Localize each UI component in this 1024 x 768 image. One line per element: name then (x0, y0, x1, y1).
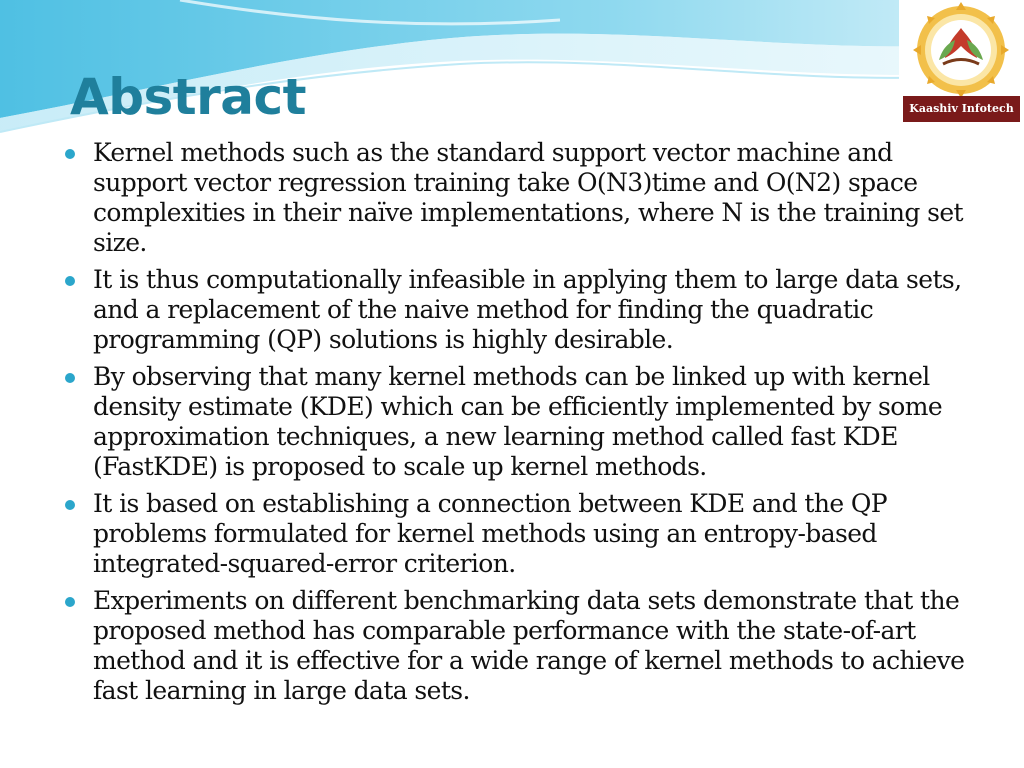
bullet-item (60, 265, 990, 355)
bullet-dot-icon (65, 276, 75, 286)
bullet-text: Kernel methods such as the standard support vector machine and support vector regression training take O(N3)time and O(N2) space complexities in their naïve implementations, where N is the training set size. (93, 138, 963, 257)
bullet-dot-icon (65, 373, 75, 383)
bullet-item (60, 362, 990, 482)
bullet-dot-icon (65, 149, 75, 159)
bullet-text: Experiments on different benchmarking data sets demonstrate that the proposed method has comparable performance with the state-of-art method and it is effective for a wide range of kernel methods to achieve fast learning in large data sets. (93, 586, 965, 705)
bullet-dot-icon (65, 597, 75, 607)
slide-title: Abstract (70, 68, 307, 126)
bullet-item (60, 489, 990, 579)
bullet-item (60, 586, 990, 706)
bullet-text: By observing that many kernel methods can be linked up with kernel density estimate (KDE) which can be efficiently implemented by some approximation techniques, a new learning method called fast KDE (FastKDE) is proposed to scale up kernel methods. (93, 362, 943, 481)
bullet-item (60, 138, 990, 258)
logo-emblem-icon (899, 0, 1024, 96)
logo-caption: Kaashiv Infotech (903, 96, 1020, 122)
bullet-dot-icon (65, 500, 75, 510)
bullet-text: It is thus computationally infeasible in applying them to large data sets, and a replacement of the naive method for finding the quadratic programming (QP) solutions is highly desirable. (93, 265, 962, 354)
company-logo (899, 0, 1024, 125)
bullet-list (60, 138, 990, 713)
bullet-text: It is based on establishing a connection between KDE and the QP problems formulated for kernel methods using an entropy-based integrated-squared-error criterion. (93, 489, 887, 578)
